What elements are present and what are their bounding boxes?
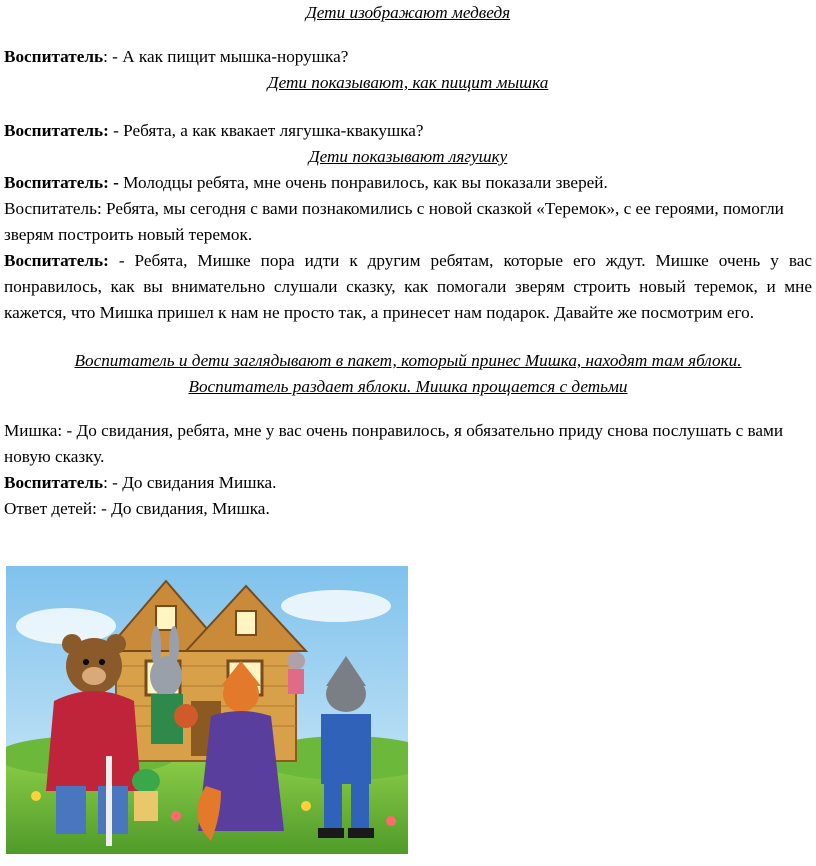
dialogue-text: : - До свидания Мишка. bbox=[103, 473, 277, 492]
stage-direction-text: Дети изображают медведя bbox=[305, 3, 511, 22]
speaker-label: Воспитатель bbox=[4, 473, 104, 492]
stage-direction-farewell bbox=[4, 374, 812, 400]
stage-direction-text: Дети показывают лягушку bbox=[308, 147, 508, 166]
dialogue-text: - Ребята, а как квакает лягушка-квакушка? bbox=[108, 121, 424, 140]
speaker-label: Воспитатель: bbox=[4, 251, 109, 270]
stage-direction-bear bbox=[4, 0, 812, 26]
dialogue-line-bear-goodbye: Мишка: - До свидания, ребята, мне у вас очень понравилось, я обязательно приду снова послушать с вами новую сказку. bbox=[4, 421, 784, 466]
speaker-label: Воспитатель bbox=[4, 47, 104, 66]
cloud bbox=[281, 590, 391, 622]
dialogue-line-mouse bbox=[4, 44, 812, 70]
speaker-label: Воспитатель: - bbox=[4, 173, 119, 192]
stage-direction-text: Воспитатель и дети заглядывают в пакет, который принес Мишка, находят там яблоки. bbox=[74, 351, 742, 370]
frog-character bbox=[132, 769, 160, 821]
dialogue-line-teacher-goodbye bbox=[4, 470, 812, 496]
dialogue-line-summary: Воспитатель: Ребята, мы сегодня с вами познакомились с новой сказкой «Теремок», с ее героями, помогли зверям построить новый теремок. bbox=[4, 199, 784, 244]
mouse-character bbox=[287, 652, 305, 694]
speaker-label: Воспитатель: bbox=[4, 121, 109, 140]
dialogue-text: - Ребята, Мишке пора идти к другим ребятам, которые его ждут. Мишке очень у вас понравилось, как вы внимательно слушали сказку, как помогали зверям строить новый теремок, и мне кажется, что Мишка пришел к нам не просто так, а принесет нам подарок. Давайте же посмотрим его. bbox=[4, 251, 812, 322]
dialogue-line-gift bbox=[4, 248, 812, 326]
stage-direction-apples bbox=[4, 348, 812, 374]
stage-direction-text: Воспитатель раздает яблоки. Мишка прощается с детьми bbox=[188, 377, 628, 396]
stage-direction-frog bbox=[4, 144, 812, 170]
stage-direction-mouse bbox=[4, 70, 812, 96]
dialogue-line-frog bbox=[4, 118, 812, 144]
dialogue-line-praise bbox=[4, 170, 812, 196]
dialogue-text: Молодцы ребята, мне очень понравилось, как вы показали зверей. bbox=[118, 173, 608, 192]
dialogue-line-children-goodbye: Ответ детей: - До свидания, Мишка. bbox=[4, 499, 270, 518]
document-page bbox=[4, 0, 812, 522]
dialogue-text: : - А как пищит мышка-норушка? bbox=[103, 47, 349, 66]
teremok-illustration bbox=[6, 566, 408, 854]
stage-direction-text: Дети показывают, как пищит мышка bbox=[267, 73, 549, 92]
